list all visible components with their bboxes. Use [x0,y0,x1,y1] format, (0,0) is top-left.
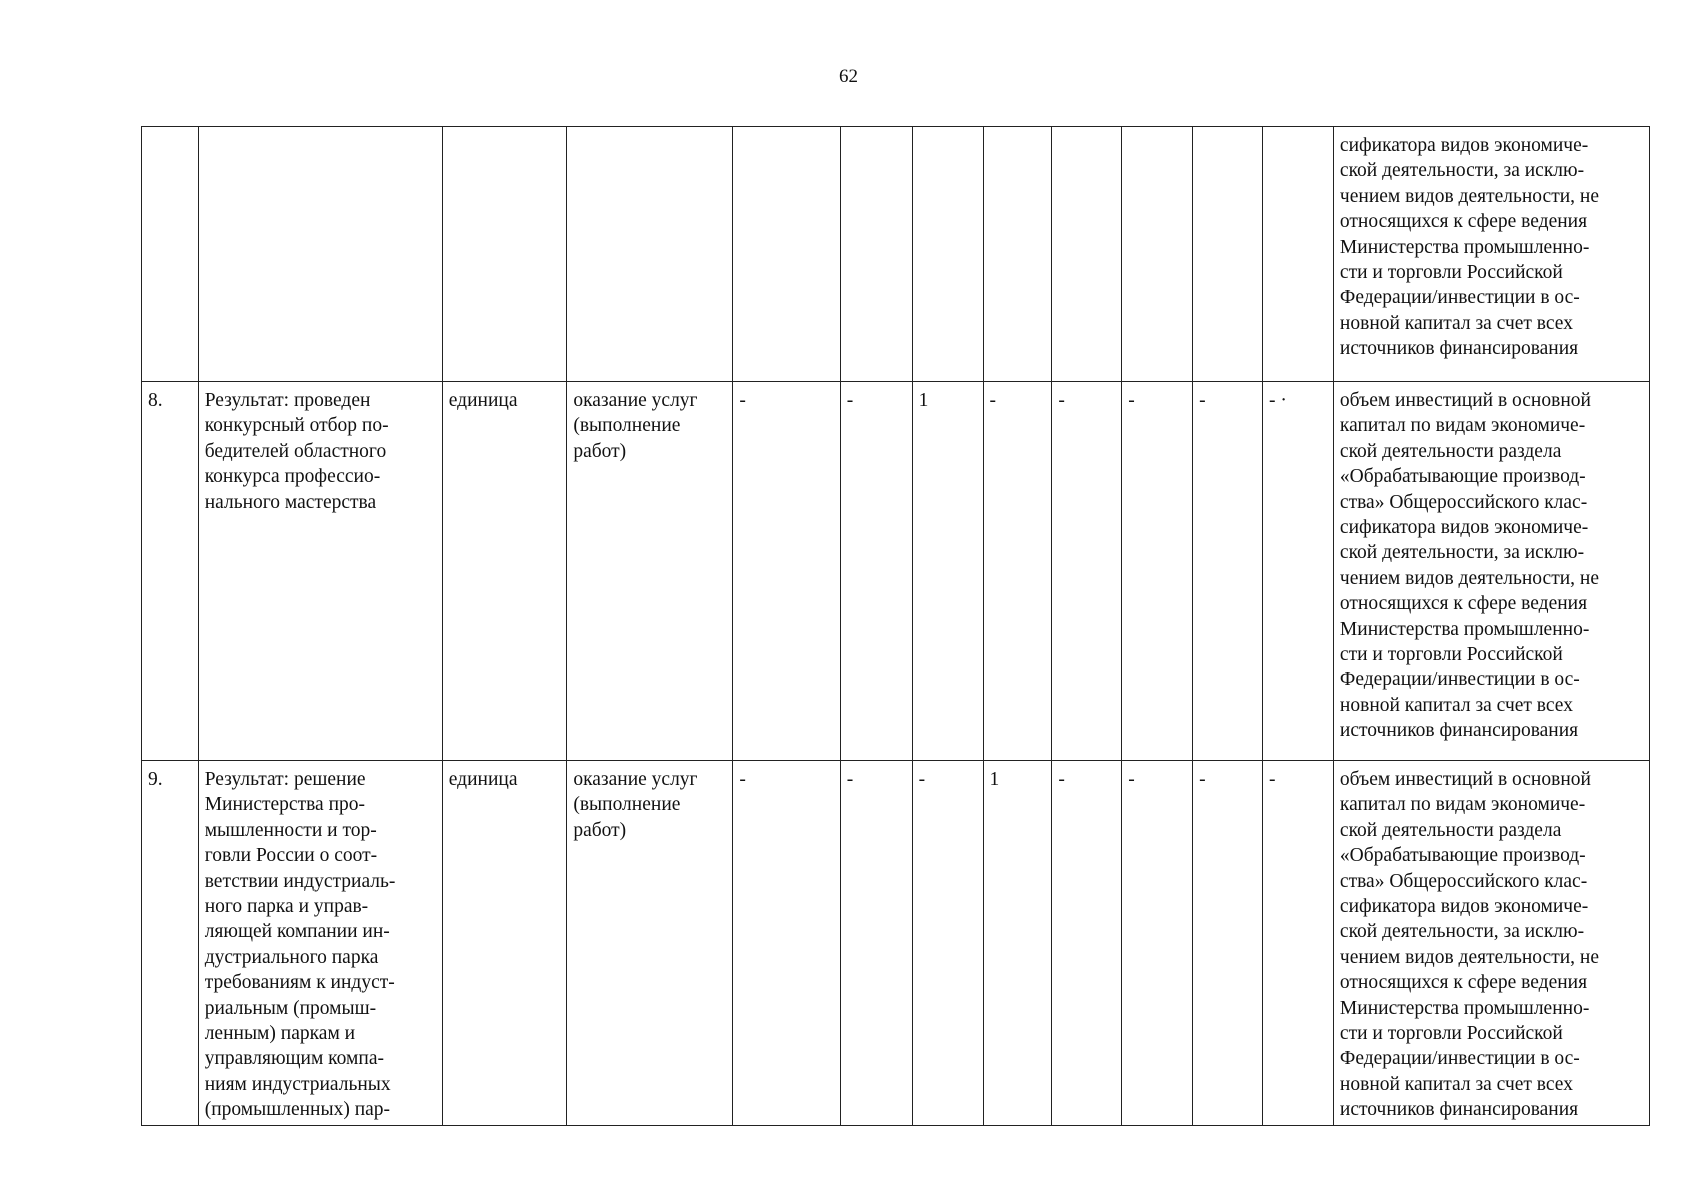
value-cell [1193,127,1263,382]
value-cell: - [1263,761,1334,1126]
value-cell: - [1193,761,1263,1126]
value-cell: - [912,761,983,1126]
indicator-cell [1333,382,1649,761]
name-text: Результат: решение Министерства про- мышленности и тор- говли России о соот- ветствии индустриаль- ного парка и управ- ляющей компании ин- дустриального парка требованиям к индуст- риальным (промыш- ленным) паркам и управляющим компа- ниям индустриальных (промышленных) пар- [204,769,396,1121]
value-cell [840,127,912,382]
value-cell [1122,127,1193,382]
type-text: оказание услуг (выполнение работ) [573,390,698,462]
value-cell [733,127,840,382]
type-text: оказание услуг (выполнение работ) [573,769,698,841]
value-cell: - [733,382,840,761]
type-cell [567,761,733,1126]
indicator-text: объем инвестиций в основной капитал по видам экономиче- ской деятельности раздела «Обрабатывающие производ- ства» Общероссийского клас- сификатора видов экономиче- ской деятельности, за исклю- чением видов деятельности, не относящихся к сфере ведения Министерства промышленно- сти и торговли Российской Федерации/инвестиции в ос- новной капитал за счет всех источников финансирования [1339,769,1599,1121]
value-cell: 1 [912,382,983,761]
name-text: Результат: проведен конкурсный отбор по- бедителей областного конкурса профессио- нального мастерства [204,390,389,513]
indicator-cell [1333,761,1649,1126]
value-cell [1052,127,1122,382]
indicator-text: объем инвестиций в основной капитал по видам экономиче- ской деятельности раздела «Обрабатывающие производ- ства» Общероссийского клас- сификатора видов экономиче- ской деятельности, за исклю- чением видов деятельности, не относящихся к сфере ведения Министерства промышленно- сти и торговли Российской Федерации/инвестиции в ос- новной капитал за счет всех источников финансирования [1339,390,1599,742]
value-cell: 1 [983,761,1052,1126]
name-cell [198,761,442,1126]
name-cell [198,382,442,761]
unit-cell [442,127,567,382]
page-number: 62 [839,66,858,87]
table-row-continuation [142,127,1650,382]
table-row [142,761,1650,1126]
num-cell [142,127,199,382]
value-cell: - [1122,761,1193,1126]
type-cell [567,382,733,761]
unit-cell: единица [442,761,567,1126]
type-cell [567,127,733,382]
name-cell [198,127,442,382]
value-cell: - [1193,382,1263,761]
value-cell: - · [1263,382,1334,761]
value-cell [1263,127,1334,382]
value-cell: - [1052,761,1122,1126]
value-cell: - [733,761,840,1126]
value-cell: - [1122,382,1193,761]
value-cell [983,127,1052,382]
num-cell: 8. [142,382,199,761]
value-cell: - [983,382,1052,761]
value-cell: - [1052,382,1122,761]
table-row [142,382,1650,761]
value-cell: - [840,761,912,1126]
indicator-cell [1333,127,1649,382]
indicator-text: сификатора видов экономиче- ской деятельности, за исклю- чением видов деятельности, не относящихся к сфере ведения Министерства промышленно- сти и торговли Российской Федерации/инвестиции в ос- новной капитал за счет всех источников финансирования [1339,135,1599,360]
results-table [141,126,1650,1126]
value-cell [912,127,983,382]
num-cell: 9. [142,761,199,1126]
value-cell: - [840,382,912,761]
unit-cell: единица [442,382,567,761]
